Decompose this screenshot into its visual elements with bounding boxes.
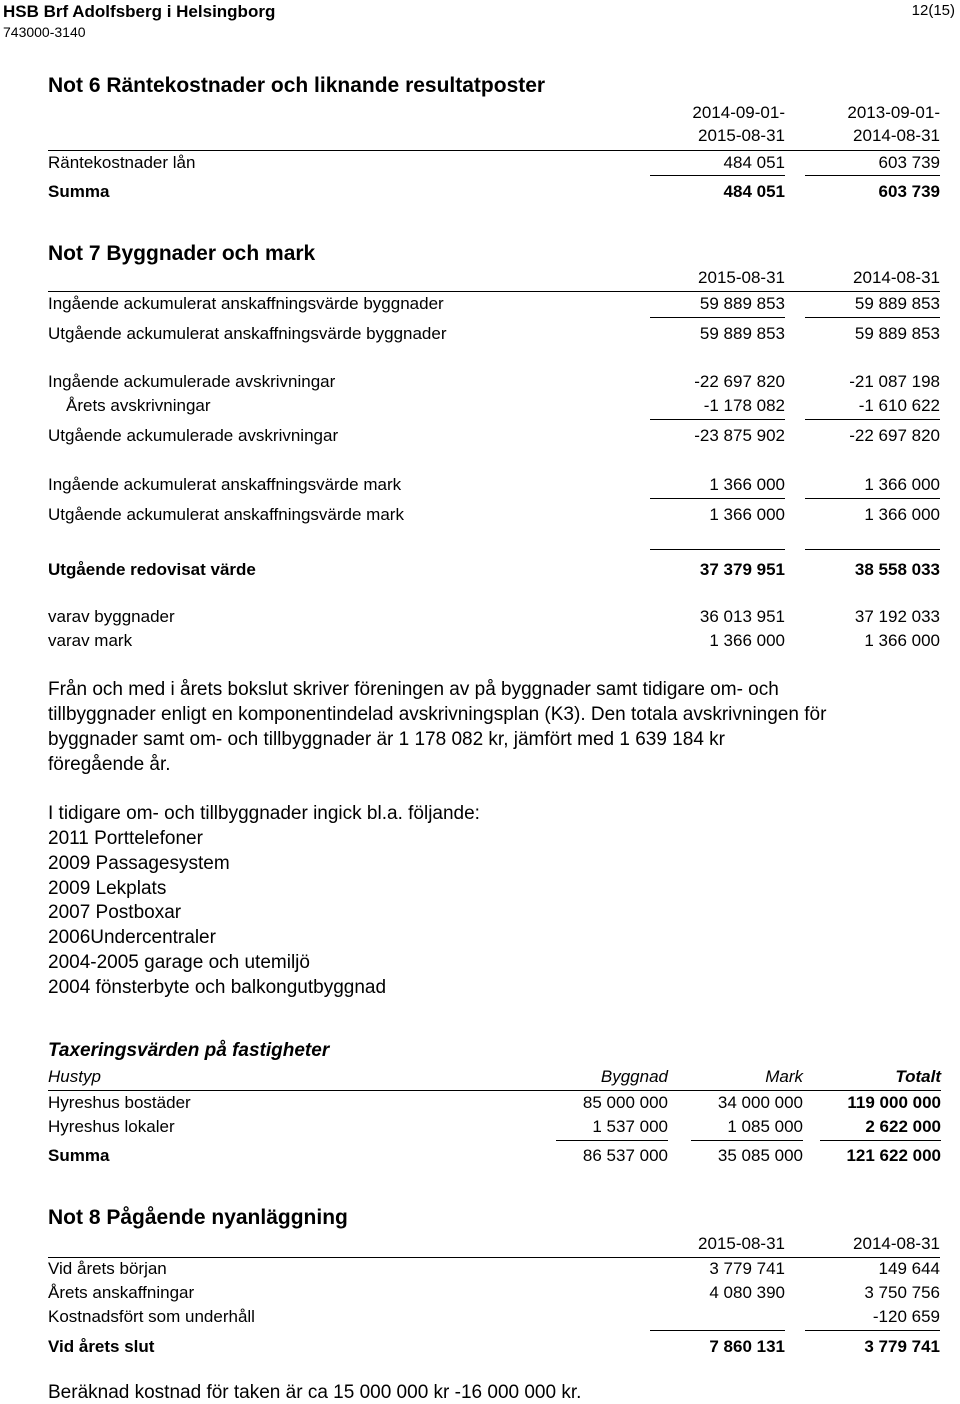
note8-footer: Beräknad kostnad för taken är ca 15 000 000 kr -16 000 000 kr. [48, 1382, 582, 1403]
sum-rule [820, 1140, 941, 1141]
note7-row-label: Utgående ackumulerade avskrivningar [48, 426, 339, 445]
tax-header-hustyp: Hustyp [48, 1067, 101, 1086]
note7-row-value-1: 36 013 951 [699, 607, 785, 626]
note7-title: Not 7 Byggnader och mark [48, 242, 316, 265]
sum-rule [805, 175, 940, 176]
sum-rule [650, 1330, 785, 1331]
note7-row-value-1: -23 875 902 [694, 426, 785, 445]
note8-col2-header: 2014-08-31 [853, 1234, 940, 1253]
sum-rule [691, 1140, 803, 1141]
note7-row-label: Ingående ackumulerade avskrivningar [48, 372, 336, 391]
note7-list-item: 2009 Lekplats [48, 878, 167, 899]
sum-rule [805, 317, 940, 318]
page-number: 12(15) [911, 2, 955, 19]
note8-total-label: Vid årets slut [48, 1337, 155, 1356]
note6-col2-header-2: 2014-08-31 [853, 126, 940, 145]
note8-title: Not 8 Pågående nyanläggning [48, 1206, 348, 1229]
note7-list-item: 2004 fönsterbyte och balkongutbyggnad [48, 977, 387, 998]
note7-row-value-2: 1 366 000 [864, 631, 940, 650]
note6-col1-header-1: 2014-09-01- [692, 103, 785, 122]
tax-row-mark: 34 000 000 [717, 1093, 803, 1112]
note6-summa-value-2: 603 739 [878, 182, 940, 201]
tax-row-label: Hyreshus bostäder [48, 1093, 191, 1112]
note7-row-value-1: 1 366 000 [709, 505, 785, 524]
sum-rule [650, 549, 785, 550]
note8-row-value-2: -120 659 [872, 1307, 940, 1326]
note7-header-rule [48, 291, 940, 292]
note7-list-item: 2004-2005 garage och utemiljö [48, 952, 310, 973]
note7-paragraph-line: tillbyggnader enligt en komponentindelad avskrivningsplan (K3). Den totala avskrivningen för [48, 704, 827, 725]
note7-row-value-1: -22 697 820 [694, 372, 785, 391]
note8-row-label: Årets anskaffningar [48, 1283, 195, 1302]
sum-rule [650, 498, 785, 499]
note7-row-value-2: 1 366 000 [864, 475, 940, 494]
tax-row-mark: 1 085 000 [727, 1117, 803, 1136]
note7-col1-header: 2015-08-31 [698, 268, 785, 287]
note7-list-item: 2011 Porttelefoner [48, 828, 203, 849]
note7-row-value-2: -22 697 820 [849, 426, 940, 445]
note8-row-value-1: 4 080 390 [709, 1283, 785, 1302]
note7-row-label: Utgående ackumulerat anskaffningsvärde byggnader [48, 324, 447, 343]
note8-row-value-2: 149 644 [878, 1259, 940, 1278]
tax-row-totalt: 2 622 000 [865, 1117, 941, 1136]
note8-col1-header: 2015-08-31 [698, 1234, 785, 1253]
note7-list-intro: I tidigare om- och tillbyggnader ingick bl.a. följande: [48, 803, 480, 824]
tax-title: Taxeringsvärden på fastigheter [48, 1040, 330, 1061]
note6-col2-header-1: 2013-09-01- [847, 103, 940, 122]
note7-row-label: Ingående ackumulerat anskaffningsvärde byggnader [48, 294, 444, 313]
tax-summa-mark: 35 085 000 [717, 1146, 803, 1165]
tax-header-rule [48, 1090, 941, 1091]
note7-row-value-1: 59 889 853 [699, 324, 785, 343]
note7-row-label: Årets avskrivningar [66, 396, 211, 415]
sum-rule [650, 317, 785, 318]
note8-total-value-2: 3 779 741 [864, 1337, 940, 1356]
note8-header-rule [48, 1257, 940, 1258]
tax-header-byggnad: Byggnad [600, 1067, 668, 1086]
note7-row-value-2: 59 889 853 [854, 324, 940, 343]
note6-row-label: Räntekostnader lån [48, 153, 196, 172]
org-name: HSB Brf Adolfsberg i Helsingborg [3, 2, 276, 21]
note7-book-value-1: 37 379 951 [699, 560, 785, 579]
note8-total-value-1: 7 860 131 [709, 1337, 785, 1356]
note8-row-value-1: 3 779 741 [709, 1259, 785, 1278]
note7-row-value-2: -1 610 622 [858, 396, 940, 415]
note7-row-value-2: 1 366 000 [864, 505, 940, 524]
sum-rule [805, 549, 940, 550]
tax-row-byggnad: 1 537 000 [592, 1117, 668, 1136]
note7-list-item: 2007 Postboxar [48, 902, 182, 923]
tax-header-totalt: Totalt [895, 1067, 941, 1086]
note7-book-value-2: 38 558 033 [854, 560, 940, 579]
org-number: 743000-3140 [3, 24, 86, 40]
tax-row-byggnad: 85 000 000 [582, 1093, 668, 1112]
note6-col1-header-2: 2015-08-31 [698, 126, 785, 145]
note7-row-value-1: -1 178 082 [703, 396, 785, 415]
tax-row-label: Hyreshus lokaler [48, 1117, 175, 1136]
note8-row-label: Kostnadsfört som underhåll [48, 1307, 255, 1326]
note8-row-value-2: 3 750 756 [864, 1283, 940, 1302]
sum-rule [650, 419, 785, 420]
sum-rule [805, 1330, 940, 1331]
sum-rule [805, 419, 940, 420]
note7-row-value-1: 1 366 000 [709, 631, 785, 650]
tax-row-totalt: 119 000 000 [847, 1093, 941, 1112]
note7-row-label: Utgående ackumulerat anskaffningsvärde mark [48, 505, 404, 524]
tax-summa-byggnad: 86 537 000 [582, 1146, 668, 1165]
note6-row-value-2: 603 739 [878, 153, 940, 172]
note7-row-label: Ingående ackumulerat anskaffningsvärde mark [48, 475, 402, 494]
note7-row-value-1: 59 889 853 [699, 294, 785, 313]
note7-book-value-label: Utgående redovisat värde [48, 560, 256, 579]
note7-row-value-2: 59 889 853 [854, 294, 940, 313]
note7-row-value-2: -21 087 198 [849, 372, 940, 391]
tax-header-mark: Mark [765, 1067, 803, 1086]
note6-header-rule [48, 150, 940, 151]
note6-summa-label: Summa [48, 182, 110, 201]
note6-row-value-1: 484 051 [723, 153, 785, 172]
note6-title: Not 6 Räntekostnader och liknande resultatposter [48, 74, 546, 97]
note7-row-label: varav mark [48, 631, 133, 650]
tax-summa-label: Summa [48, 1146, 110, 1165]
sum-rule [805, 498, 940, 499]
note7-list-item: 2006Undercentraler [48, 927, 216, 948]
note7-row-label: varav byggnader [48, 607, 175, 626]
note7-list-item: 2009 Passagesystem [48, 853, 230, 874]
note6-summa-value-1: 484 051 [723, 182, 785, 201]
note7-paragraph-line: byggnader samt om- och tillbyggnader är 1 178 082 kr, jämfört med 1 639 184 kr [48, 729, 725, 750]
note7-row-value-1: 1 366 000 [709, 475, 785, 494]
sum-rule [556, 1140, 668, 1141]
note7-row-value-2: 37 192 033 [854, 607, 940, 626]
note7-paragraph-line: Från och med i årets bokslut skriver föreningen av på byggnader samt tidigare om- och [48, 679, 779, 700]
tax-summa-totalt: 121 622 000 [846, 1146, 941, 1165]
note7-col2-header: 2014-08-31 [853, 268, 940, 287]
sum-rule [650, 175, 785, 176]
note7-paragraph-line: föregående år. [48, 754, 171, 775]
note8-row-label: Vid årets början [48, 1259, 167, 1278]
